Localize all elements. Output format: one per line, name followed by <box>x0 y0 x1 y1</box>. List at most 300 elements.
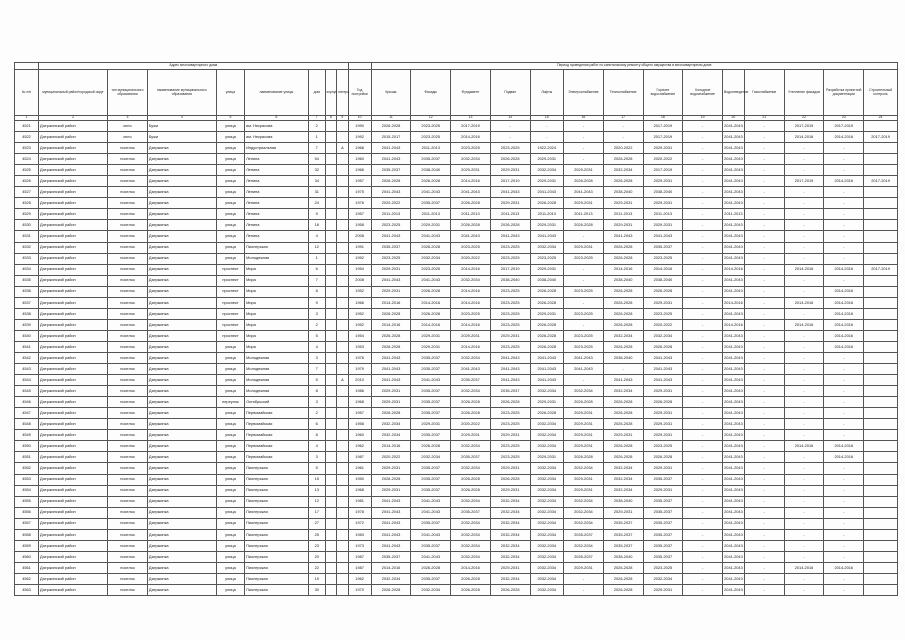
table-cell: - <box>683 220 723 231</box>
table-cell: 2041-2043 <box>530 231 563 242</box>
table-cell: Дзержинка <box>147 176 216 187</box>
table-cell: Дзержинский район <box>39 330 108 341</box>
table-cell: 2026-2028 <box>411 176 451 187</box>
table-cell <box>337 319 349 330</box>
table-cell: 2011-2013 <box>530 209 563 220</box>
table-cell <box>325 286 337 297</box>
table-cell: 2026-2028 <box>603 286 643 297</box>
table-cell: 4544 <box>15 375 39 386</box>
table-cell <box>325 242 337 253</box>
column-number: 16 <box>564 116 604 121</box>
table-cell: поселок <box>108 364 148 375</box>
table-cell: 4540 <box>15 330 39 341</box>
table-cell: 1957 <box>348 176 371 187</box>
table-cell: 4531 <box>15 231 39 242</box>
table-cell: улица <box>216 551 244 562</box>
table-cell: 2041-2043 <box>371 275 411 286</box>
table-cell: Дзержинка <box>147 341 216 352</box>
table-cell: 2041-2043 <box>722 397 744 408</box>
column-number: 22 <box>784 116 824 121</box>
table-cell: Ленина <box>245 231 309 242</box>
table-cell: 2029-2031 <box>603 507 643 518</box>
column-number: 9 <box>337 116 349 121</box>
table-cell: 2035-2037 <box>451 375 491 386</box>
table-cell: 1952 <box>348 286 371 297</box>
table-cell <box>864 220 898 231</box>
table-cell: 1968 <box>348 143 371 154</box>
table-cell: 2014-2016 <box>603 264 643 275</box>
table-cell: 2023-2025 <box>490 441 530 452</box>
table-cell: 2020-2022 <box>451 253 491 264</box>
table-cell: 2032-2034 <box>371 419 411 430</box>
table-cell <box>325 430 337 441</box>
table-cell: Дзержинка <box>147 242 216 253</box>
table-cell: 2026-2028 <box>530 408 563 419</box>
table-cell: 2041-2043 <box>722 220 744 231</box>
table-cell <box>325 253 337 264</box>
column-number: 12 <box>411 116 451 121</box>
table-cell: - <box>683 463 723 474</box>
table-row <box>15 231 898 242</box>
table-cell: Дзержинка <box>147 430 216 441</box>
table-cell <box>337 352 349 363</box>
table-cell: 3 <box>308 397 325 408</box>
table-cell: - <box>784 584 824 595</box>
table-cell <box>325 474 337 485</box>
table-cell: улица <box>216 419 244 430</box>
table-cell: поселок <box>108 253 148 264</box>
table-row <box>15 441 898 452</box>
table-cell: 2029-2031 <box>411 330 451 341</box>
table-cell: 4550 <box>15 441 39 452</box>
table-cell: 2014-2016 <box>824 264 864 275</box>
table-cell: переулок <box>216 397 244 408</box>
table-cell: 2026-2028 <box>603 573 643 584</box>
table-cell: 2029-2031 <box>490 330 530 341</box>
table-cell: Дзержинка <box>147 275 216 286</box>
table-cell: 2035-2037 <box>371 165 411 176</box>
table-cell: - <box>683 264 723 275</box>
table-cell: - <box>683 397 723 408</box>
table-cell: 2023-2025 <box>530 253 563 264</box>
table-cell: поселок <box>108 419 148 430</box>
table-cell: - <box>683 143 723 154</box>
table-cell: 4521 <box>15 121 39 132</box>
table-cell: 2029-2031 <box>490 562 530 573</box>
table-cell: 4557 <box>15 518 39 529</box>
table-cell: 2032-2034 <box>564 518 604 529</box>
table-cell: 7 <box>308 275 325 286</box>
table-cell: 4554 <box>15 485 39 496</box>
table-row <box>15 297 898 308</box>
table-cell <box>864 375 898 386</box>
table-cell: - <box>784 485 824 496</box>
table-cell: 4548 <box>15 419 39 430</box>
table-cell: Пионерская <box>245 529 309 540</box>
table-cell: 2023-2025 <box>490 419 530 430</box>
table-cell: 2029-2031 <box>603 198 643 209</box>
table-cell: - <box>683 562 723 573</box>
table-row <box>15 518 898 529</box>
table-cell: 2035-2037 <box>411 397 451 408</box>
table-cell <box>864 463 898 474</box>
table-row <box>15 143 898 154</box>
table-cell: 4559 <box>15 540 39 551</box>
table-cell: - <box>744 275 784 286</box>
table-cell: 2041-2043 <box>530 375 563 386</box>
table-cell: 2014-2016 <box>722 297 744 308</box>
table-cell: 2023-2025 <box>490 408 530 419</box>
table-cell: улица <box>216 220 244 231</box>
table-cell: 2026-2028 <box>603 308 643 319</box>
table-cell: 1992 <box>348 132 371 143</box>
table-cell: 2029-2031 <box>564 430 604 441</box>
table-cell <box>864 253 898 264</box>
table-cell: Дзержинка <box>147 463 216 474</box>
table-cell: 2041-2043 <box>564 187 604 198</box>
table-cell: - <box>744 452 784 463</box>
column-header: Крыша <box>371 70 411 116</box>
table-cell <box>864 485 898 496</box>
table-cell <box>325 364 337 375</box>
table-cell: Дзержинка <box>147 562 216 573</box>
table-cell: 2035-2037 <box>564 529 604 540</box>
table-cell: поселок <box>108 452 148 463</box>
table-cell: - <box>784 187 824 198</box>
table-cell: 2026-2028 <box>490 220 530 231</box>
table-cell: улица <box>216 562 244 573</box>
table-cell: 2023-2025 <box>411 121 451 132</box>
table-cell <box>337 330 349 341</box>
table-row <box>15 573 898 584</box>
table-row <box>15 121 898 132</box>
table-cell: Дзержинка <box>147 529 216 540</box>
table-cell: - <box>603 364 643 375</box>
table-cell: 2023-2025 <box>451 143 491 154</box>
table-cell: 2023-2025 <box>490 286 530 297</box>
table-cell: 2014-2016 <box>451 132 491 143</box>
table-cell: Первомайская <box>245 430 309 441</box>
table-cell: - <box>744 430 784 441</box>
table-cell: 2014-2016 <box>371 297 411 308</box>
table-cell: 2038-2040 <box>603 352 643 363</box>
table-cell: 2041-2043 <box>530 364 563 375</box>
table-cell: 2041-2043 <box>490 352 530 363</box>
table-cell: - <box>683 121 723 132</box>
table-cell: улица <box>216 341 244 352</box>
table-cell: поселок <box>108 209 148 220</box>
table-cell: Дзержинский район <box>39 529 108 540</box>
table-cell: 9 <box>308 209 325 220</box>
table-cell: Первомайская <box>245 452 309 463</box>
table-cell: поселок <box>108 352 148 363</box>
table-cell <box>337 253 349 264</box>
table-cell: поселок <box>108 474 148 485</box>
table-cell: Дзержинка <box>147 452 216 463</box>
capital-repair-table <box>14 62 898 596</box>
table-cell: - <box>683 452 723 463</box>
table-cell: 4 <box>308 441 325 452</box>
table-cell: Дзержинский район <box>39 518 108 529</box>
table-row <box>15 165 898 176</box>
table-cell: 2017-2019 <box>784 121 824 132</box>
table-cell: 2029-2031 <box>530 308 563 319</box>
table-cell: 2029-2031 <box>564 408 604 419</box>
table-cell: - <box>784 474 824 485</box>
table-cell: 2038-2040 <box>603 187 643 198</box>
table-cell: 7 <box>308 143 325 154</box>
table-cell: - <box>824 408 864 419</box>
table-cell: - <box>683 330 723 341</box>
column-header: Утепление фасадов <box>784 70 824 116</box>
table-cell: проспект <box>216 330 244 341</box>
table-cell <box>337 209 349 220</box>
table-cell <box>864 143 898 154</box>
column-number: 1 <box>15 116 39 121</box>
table-cell: 1990 <box>348 121 371 132</box>
table-cell: 2041-2043 <box>722 143 744 154</box>
table-cell <box>864 319 898 330</box>
table-cell: 2041-2043 <box>722 485 744 496</box>
table-cell: 2032-2034 <box>490 573 530 584</box>
table-cell: - <box>683 441 723 452</box>
table-cell: Пионерская <box>245 463 309 474</box>
table-cell: Дзержинский район <box>39 242 108 253</box>
table-cell: 2041-2043 <box>371 496 411 507</box>
table-cell: 2029-2031 <box>530 264 563 275</box>
table-row <box>15 220 898 231</box>
table-cell: 2041-2043 <box>722 364 744 375</box>
table-cell: - <box>824 529 864 540</box>
table-cell: 2023-2025 <box>564 341 604 352</box>
table-cell: - <box>784 386 824 397</box>
table-cell: 17 <box>308 507 325 518</box>
table-cell: 2029-2031 <box>451 165 491 176</box>
table-cell: 4526 <box>15 176 39 187</box>
table-cell: 2032-2034 <box>603 485 643 496</box>
table-cell: 2041-2043 <box>411 231 451 242</box>
table-cell <box>325 297 337 308</box>
table-cell: 2032-2034 <box>490 518 530 529</box>
column-header: Год постройки <box>348 70 371 116</box>
table-cell: 2017-2019 <box>864 132 898 143</box>
table-cell: - <box>824 573 864 584</box>
table-cell: - <box>564 231 604 242</box>
table-cell <box>864 386 898 397</box>
table-cell: проспект <box>216 297 244 308</box>
table-cell: проспект <box>216 264 244 275</box>
table-cell: 2011-2013 <box>603 209 643 220</box>
table-row <box>15 330 898 341</box>
table-cell <box>325 308 337 319</box>
table-cell: 2014-2016 <box>722 264 744 275</box>
table-cell: 2026-2028 <box>371 121 411 132</box>
table-cell: 2035-2037 <box>411 352 451 363</box>
table-cell: 1962 <box>348 441 371 452</box>
table-cell: - <box>824 198 864 209</box>
table-cell: 2032-2034 <box>451 441 491 452</box>
table-cell: 2035-2037 <box>643 474 683 485</box>
table-cell: Ленина <box>245 198 309 209</box>
table-cell: - <box>784 452 824 463</box>
table-cell: 4534 <box>15 264 39 275</box>
table-cell: - <box>784 198 824 209</box>
table-cell: 2014-2016 <box>824 330 864 341</box>
table-cell: 2032-2034 <box>411 253 451 264</box>
table-cell <box>325 176 337 187</box>
table-row <box>15 529 898 540</box>
table-cell: 2041-2043 <box>722 352 744 363</box>
table-cell: 2029-2031 <box>490 198 530 209</box>
table-cell: 2038-2040 <box>603 496 643 507</box>
table-cell: - <box>824 375 864 386</box>
table-cell: Дзержинский район <box>39 121 108 132</box>
table-cell: 2041-2043 <box>722 441 744 452</box>
column-header: № п/п <box>15 70 39 116</box>
table-cell: - <box>744 584 784 595</box>
table-cell: Дзержинка <box>147 231 216 242</box>
table-cell: 2011-2013 <box>371 209 411 220</box>
table-row <box>15 386 898 397</box>
table-cell: Пионерская <box>245 518 309 529</box>
table-cell: 2029-2031 <box>643 408 683 419</box>
table-cell: - <box>683 176 723 187</box>
table-cell <box>864 397 898 408</box>
table-cell: - <box>564 154 604 165</box>
table-cell: - <box>744 463 784 474</box>
table-cell: - <box>683 187 723 198</box>
table-cell: Дзержинский район <box>39 165 108 176</box>
table-cell: 2032-2034 <box>371 573 411 584</box>
table-cell <box>864 518 898 529</box>
table-cell: - <box>784 518 824 529</box>
table-cell: Индустриальная <box>245 143 309 154</box>
table-cell: Молодежная <box>245 375 309 386</box>
table-cell: - <box>603 132 643 143</box>
table-cell: 8 <box>308 386 325 397</box>
table-cell: 7 <box>308 364 325 375</box>
column-header: дом <box>308 70 325 116</box>
table-cell: - <box>744 264 784 275</box>
table-row <box>15 253 898 264</box>
table-cell: 1 <box>308 253 325 264</box>
table-cell: Мира <box>245 319 309 330</box>
table-cell: поселок <box>108 264 148 275</box>
table-cell: 2014-2016 <box>784 132 824 143</box>
table-cell: 2041-2043 <box>411 275 451 286</box>
column-number: 17 <box>603 116 643 121</box>
table-cell: Дзержинка <box>147 154 216 165</box>
table-cell: 2032-2034 <box>451 529 491 540</box>
table-cell: Молодежная <box>245 352 309 363</box>
table-cell: Дзержинский район <box>39 209 108 220</box>
table-cell: - <box>744 143 784 154</box>
table-cell: 25 <box>308 529 325 540</box>
table-cell <box>337 341 349 352</box>
table-cell: - <box>530 132 563 143</box>
table-cell: 2035-2037 <box>411 540 451 551</box>
table-cell: 18 <box>308 220 325 231</box>
table-cell: поселок <box>108 507 148 518</box>
table-cell: - <box>683 165 723 176</box>
table-cell: - <box>744 209 784 220</box>
table-cell: - <box>784 275 824 286</box>
table-cell: Дзержинский район <box>39 375 108 386</box>
table-cell: 2041-2043 <box>411 529 451 540</box>
column-number: 14 <box>490 116 530 121</box>
column-header: Фасады <box>411 70 451 116</box>
column-number: 3 <box>108 116 148 121</box>
table-cell <box>864 507 898 518</box>
table-row <box>15 551 898 562</box>
table-cell: 2023-2025 <box>490 297 530 308</box>
table-cell: 2041-2043 <box>490 231 530 242</box>
table-cell: - <box>683 375 723 386</box>
table-cell: - <box>744 408 784 419</box>
table-cell: 2032-2034 <box>564 463 604 474</box>
table-cell: 2026-2028 <box>643 397 683 408</box>
table-cell <box>337 231 349 242</box>
table-cell: 2041-2043 <box>722 529 744 540</box>
table-cell: - <box>744 198 784 209</box>
table-row <box>15 264 898 275</box>
table-cell: 2032-2034 <box>603 330 643 341</box>
table-cell: 2038-2040 <box>643 275 683 286</box>
table-cell: - <box>824 165 864 176</box>
table-cell: проспект <box>216 319 244 330</box>
table-cell: 2041-2043 <box>371 154 411 165</box>
table-cell <box>325 330 337 341</box>
table-cell: улица <box>216 231 244 242</box>
table-cell: 2026-2028 <box>564 176 604 187</box>
table-cell: поселок <box>108 540 148 551</box>
table-cell: 12 <box>308 242 325 253</box>
table-cell: 1958 <box>348 419 371 430</box>
table-cell: улица <box>216 253 244 264</box>
table-cell: 2035-2037 <box>411 364 451 375</box>
table-cell: - <box>784 463 824 474</box>
group-header-address: Адрес многоквартирного дома <box>39 63 349 70</box>
table-cell: - <box>683 408 723 419</box>
table-cell: 9 <box>308 297 325 308</box>
table-cell: 1922-2024 <box>530 143 563 154</box>
column-header: Подвал <box>490 70 530 116</box>
table-cell: 2026-2028 <box>530 341 563 352</box>
table-cell: 2035-2037 <box>411 430 451 441</box>
table-cell: 2035-2037 <box>411 463 451 474</box>
table-cell: 1954 <box>348 264 371 275</box>
table-cell <box>864 187 898 198</box>
table-cell: 2032-2034 <box>603 474 643 485</box>
table-cell: улица <box>216 364 244 375</box>
column-number: 24 <box>864 116 898 121</box>
table-cell: 1987 <box>348 551 371 562</box>
table-cell: Ленина <box>245 154 309 165</box>
table-cell: 2026-2028 <box>603 452 643 463</box>
table-cell: - <box>683 209 723 220</box>
table-cell: Дзержинский район <box>39 341 108 352</box>
table-cell: 2041-2043 <box>722 275 744 286</box>
table-row <box>15 341 898 352</box>
table-cell: - <box>683 573 723 584</box>
table-row <box>15 209 898 220</box>
table-cell <box>325 341 337 352</box>
table-cell <box>325 264 337 275</box>
table-cell: 2014-2016 <box>643 264 683 275</box>
table-cell: 2010 <box>348 375 371 386</box>
table-cell: 2026-2028 <box>603 297 643 308</box>
table-cell: 2011-2013 <box>451 209 491 220</box>
